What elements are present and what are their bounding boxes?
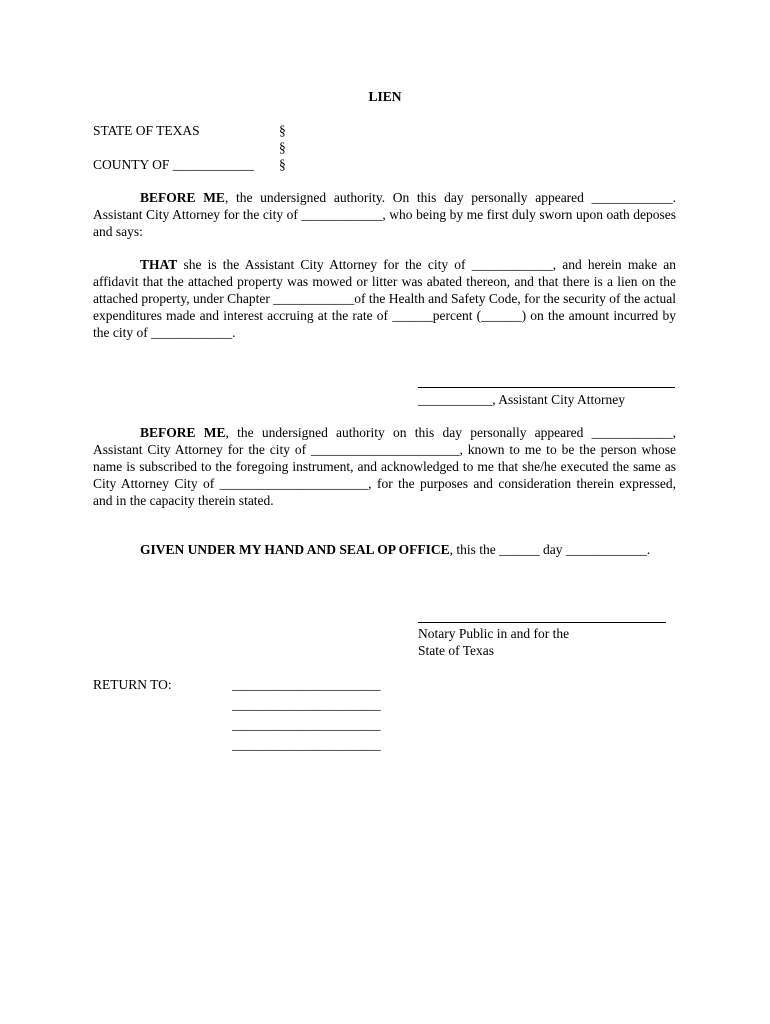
return-to-line: ______________________	[232, 677, 381, 692]
paragraph-before-me-2	[93, 424, 676, 509]
county-label: COUNTY OF ____________	[93, 157, 254, 172]
state-label: STATE OF TEXAS	[93, 123, 200, 138]
paragraph-lead: GIVEN UNDER MY HAND AND SEAL OP OFFICE	[140, 542, 450, 557]
section-mark: §	[279, 140, 286, 155]
paragraph-text: , the undersigned authority on this day personally appeared ____________, Assistant City Attorney for the city of ______________________, known to me to be the person whose name is subscribed to the foregoing instrument, and acknowledged to me that she/he executed the same as City Attorney City of ______________________, for the purposes and consideration therein expressed, and in the capacity therein stated.	[93, 425, 676, 508]
return-to-line: ______________________	[232, 697, 381, 712]
paragraph-text: she is the Assistant City Attorney for the city of ____________, and herein make an affidavit that the attached property was mowed or litter was abated thereon, and that there is a lien on the attached property, under Chapter ____________of the Health and Safety Code, for the security of the actual expenditures made and interest accruing at the rate of ______percent (______) on the amount incurred by the city of ____________.	[93, 257, 676, 340]
section-mark: §	[279, 123, 286, 138]
paragraph-text: , this the ______ day ____________.	[449, 542, 651, 557]
paragraph-lead: BEFORE ME	[140, 425, 226, 440]
document-title: LIEN	[368, 89, 402, 104]
notary-signature-line	[418, 622, 666, 623]
paragraph-before-me-1	[93, 189, 676, 240]
return-to-label: RETURN TO:	[93, 677, 172, 692]
notary-caption-line-1: Notary Public in and for the	[418, 626, 570, 641]
return-to-line: ______________________	[232, 737, 381, 752]
paragraph-lead: THAT	[140, 257, 178, 272]
return-to-line: ______________________	[232, 717, 381, 732]
paragraph-given-under-hand	[93, 541, 676, 558]
attorney-signature-caption: ___________, Assistant City Attorney	[418, 392, 626, 407]
paragraph-text: , the undersigned authority. On this day personally appeared ____________. Assistant City Attorney for the city of ____________, who being by me first duly sworn upon oath deposes and says:	[93, 190, 676, 239]
section-mark: §	[279, 157, 286, 172]
attorney-signature-line	[418, 387, 675, 388]
notary-caption-line-2: State of Texas	[418, 643, 495, 658]
paragraph-that	[93, 256, 676, 341]
paragraph-lead: BEFORE ME	[140, 190, 225, 205]
